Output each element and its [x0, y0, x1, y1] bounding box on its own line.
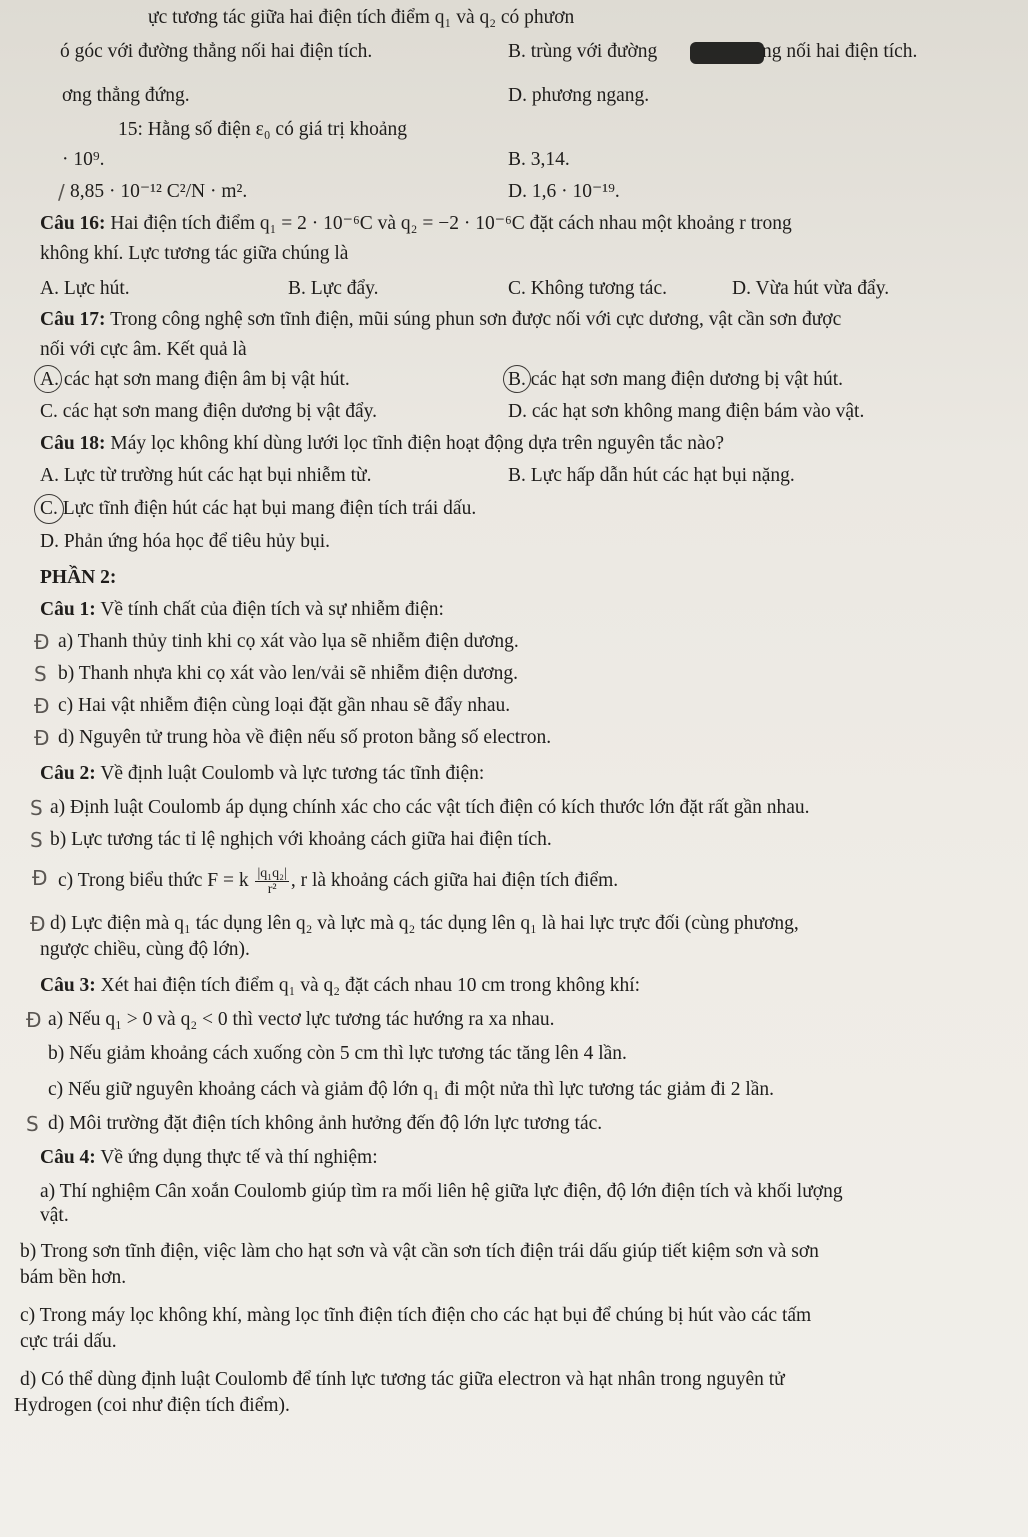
p2q2-a: a) Định luật Coulomb áp dụng chính xác cho các vật tích điện có kích thước lớn đặt rất gần nhau.: [50, 797, 810, 818]
p2q2-c-mark: Đ: [32, 866, 48, 890]
q16-option-d: D. Vừa hút vừa đẩy.: [732, 278, 890, 299]
p2q4-question: Câu 4: Về ứng dụng thực tế và thí nghiệm:: [40, 1147, 378, 1168]
q15-option-c: 8,85 · 10⁻¹² C²/N · m².: [70, 181, 248, 202]
q17-question-cont: nối với cực âm. Kết quả là: [40, 339, 247, 360]
p2q1-b: b) Thanh nhựa khi cọ xát vào len/vải sẽ nhiễm điện dương.: [58, 663, 518, 684]
q16-question-cont: không khí. Lực tương tác giữa chúng là: [40, 243, 349, 264]
p2q3-a-mark: Đ: [26, 1008, 42, 1032]
p2q4-a: a) Thí nghiệm Cân xoắn Coulomb giúp tìm ra mối liên hệ giữa lực điện, độ lớn điện tích và khối lượng: [40, 1181, 843, 1202]
q17-option-d: D. các hạt sơn không mang điện bám vào vật.: [508, 401, 865, 422]
p2q4-c: c) Trong máy lọc không khí, màng lọc tĩnh điện tích điện cho các hạt bụi để chúng bị hút vào các tấm: [20, 1305, 812, 1326]
p2q2-d: d) Lực điện mà q₁ tác dụng lên q₂ và lực mà q₂ tác dụng lên q₁ là hai lực trực đối (cùng phương,: [50, 913, 799, 934]
p2q3-d: d) Môi trường đặt điện tích không ảnh hưởng đến độ lớn lực tương tác.: [48, 1113, 603, 1134]
q17-option-a: A. các hạt sơn mang điện âm bị vật hút.: [40, 369, 350, 390]
q18-option-b: B. Lực hấp dẫn hút các hạt bụi nặng.: [508, 465, 795, 486]
p2q4-b: b) Trong sơn tĩnh điện, việc làm cho hạt sơn và vật cần sơn tích điện trái dấu giúp tiết kiệm sơn và sơn: [20, 1241, 819, 1262]
q17-option-b: B. các hạt sơn mang điện dương bị vật hút.: [508, 369, 844, 390]
p2q4-d: d) Có thể dùng định luật Coulomb để tính lực tương tác giữa electron và hạt nhân trong nguyên tử: [20, 1369, 785, 1390]
q18-option-d: D. Phản ứng hóa học để tiêu hủy bụi.: [40, 531, 331, 552]
p2q4-b-cont: bám bền hơn.: [20, 1267, 127, 1288]
part-2-heading: PHẦN 2:: [40, 567, 117, 588]
fragment-line-2a: ó góc với đường thẳng nối hai điện tích.: [60, 41, 373, 62]
q18-question: Câu 18: Máy lọc không khí dùng lưới lọc tĩnh điện hoạt động dựa trên nguyên tắc nào?: [40, 433, 725, 454]
p2q4-a-cont: vật.: [40, 1205, 69, 1226]
ink-blot: [690, 42, 764, 64]
p2q2-b-mark: S: [30, 828, 43, 852]
q15-option-a: · 10⁹.: [62, 149, 105, 170]
p2q1-c: c) Hai vật nhiễm điện cùng loại đặt gần nhau sẽ đẩy nhau.: [58, 695, 511, 716]
p2q3-d-mark: S: [26, 1112, 39, 1136]
fragment-line-2b: B. trùng với đường: [508, 41, 658, 62]
p2q4-d-cont: Hydrogen (coi như điện tích điểm).: [14, 1395, 290, 1416]
q16-question: Câu 16: Hai điện tích điểm q₁ = 2 · 10⁻⁶C và q₂ = −2 · 10⁻⁶C đặt cách nhau một khoảng r trong: [40, 213, 792, 234]
p2q2-d-mark: Đ: [30, 912, 46, 936]
q17-question: Câu 17: Trong công nghệ sơn tĩnh điện, mũi súng phun sơn được nối với cực dương, vật cần sơn được: [40, 309, 842, 330]
p2q1-question: Câu 1: Về tính chất của điện tích và sự nhiễm điện:: [40, 599, 444, 620]
p2q2-question: Câu 2: Về định luật Coulomb và lực tương tác tĩnh điện:: [40, 763, 485, 784]
fragment-line-1: ực tương tác giữa hai điện tích điểm q₁ và q₂ có phươn: [148, 7, 575, 28]
fragment-line-2c: ng nối hai điện tích.: [762, 41, 918, 62]
p2q3-question: Câu 3: Xét hai điện tích điểm q₁ và q₂ đặt cách nhau 10 cm trong không khí:: [40, 975, 641, 996]
p2q2-a-mark: S: [30, 796, 43, 820]
p2q3-a: a) Nếu q₁ > 0 và q₂ < 0 thì vectơ lực tương tác hướng ra xa nhau.: [48, 1009, 555, 1030]
q16-option-a: A. Lực hút.: [40, 278, 130, 299]
q17-option-c: C. các hạt sơn mang điện dương bị vật đẩy.: [40, 401, 377, 422]
fragment-line-3a: ơng thẳng đứng.: [62, 85, 190, 106]
p2q1-b-mark: S: [34, 662, 47, 686]
q15-option-b: B. 3,14.: [508, 149, 570, 170]
q15-option-d: D. 1,6 · 10⁻¹⁹.: [508, 181, 620, 202]
coulomb-fraction: $\frac{\text{|q₁q₂|}}{\text{r²}}$: [257, 866, 287, 897]
p2q4-c-cont: cực trái dấu.: [20, 1331, 117, 1352]
p2q3-c: c) Nếu giữ nguyên khoảng cách và giảm độ lớn q₁ đi một nửa thì lực tương tác giảm đi 2 lần.: [48, 1079, 775, 1100]
p2q3-b: b) Nếu giảm khoảng cách xuống còn 5 cm thì lực tương tác tăng lên 4 lần.: [48, 1043, 627, 1064]
p2q1-a-mark: Đ: [34, 630, 50, 654]
p2q1-d: d) Nguyên tử trung hòa về điện nếu số proton bằng số electron.: [58, 727, 552, 748]
fragment-line-3b: D. phương ngang.: [508, 85, 650, 106]
p2q2-d-cont: ngược chiều, cùng độ lớn).: [40, 939, 250, 960]
q16-option-b: B. Lực đẩy.: [288, 278, 379, 299]
q18-option-c: C. Lực tĩnh điện hút các hạt bụi mang điện tích trái dấu.: [40, 498, 477, 519]
p2q1-a: a) Thanh thủy tinh khi cọ xát vào lụa sẽ nhiễm điện dương.: [58, 631, 519, 652]
p2q2-c: c) Trong biểu thức F = k $\frac{\text{|q₁q₂|}}{\text{r²}}$ , r là khoảng cách giữa hai điện tích điểm.: [58, 866, 619, 897]
q16-option-c: C. Không tương tác.: [508, 278, 667, 299]
q18-option-a: A. Lực từ trường hút các hạt bụi nhiễm từ.: [40, 465, 372, 486]
p2q2-b: b) Lực tương tác tỉ lệ nghịch với khoảng cách giữa hai điện tích.: [50, 829, 552, 850]
p2q1-c-mark: Đ: [34, 694, 50, 718]
q15-title: 15: Hằng số điện ε₀ có giá trị khoảng: [118, 119, 408, 140]
p2q1-d-mark: Đ: [34, 726, 50, 750]
q15-answer-mark: /: [58, 180, 65, 204]
